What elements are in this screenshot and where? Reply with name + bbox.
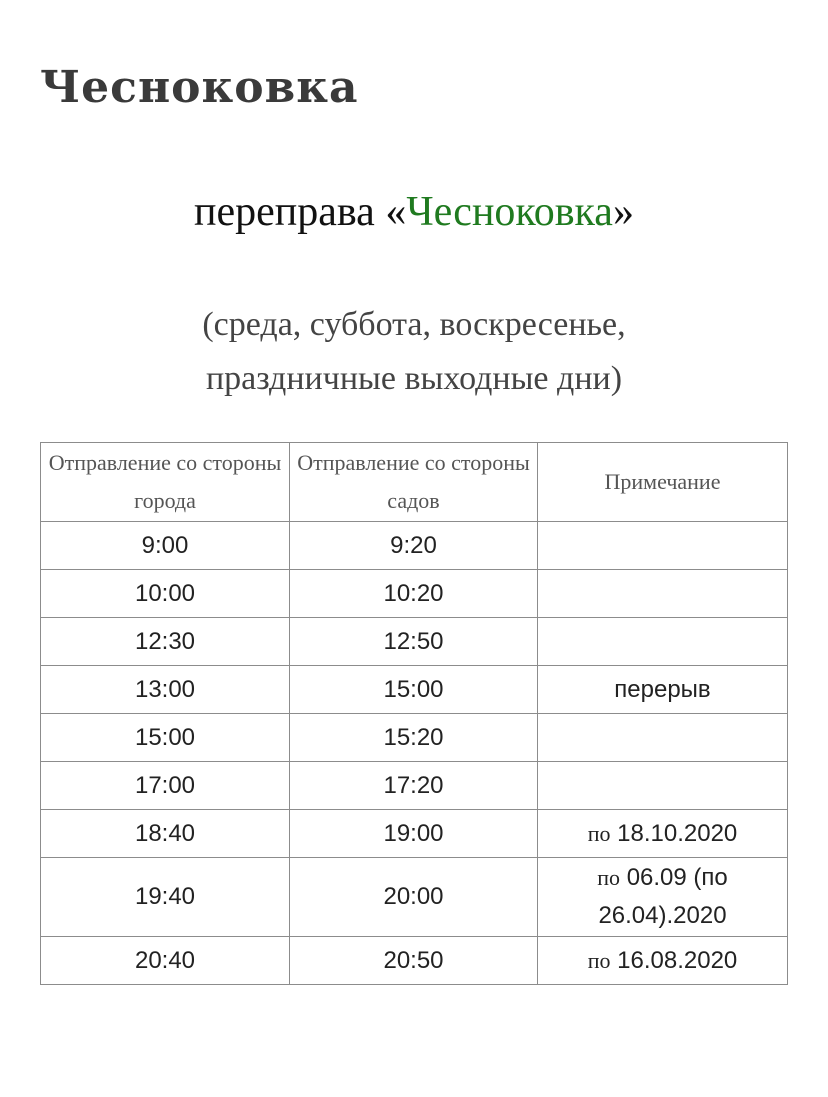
city-departure-cell: 13:00 bbox=[41, 666, 290, 714]
table-row bbox=[41, 522, 788, 570]
note-cell bbox=[538, 714, 788, 762]
note-prefix: по bbox=[587, 947, 611, 973]
city-departure-cell: 18:40 bbox=[41, 810, 290, 858]
city-departure-cell: 17:00 bbox=[41, 762, 290, 810]
city-departure-cell: 12:30 bbox=[41, 618, 290, 666]
note-cell bbox=[538, 858, 788, 937]
table-row bbox=[41, 858, 788, 937]
note-prefix: по bbox=[597, 865, 621, 890]
note-prefix: по bbox=[587, 820, 611, 846]
note-cell bbox=[538, 810, 788, 858]
gardens-departure-cell: 12:50 bbox=[290, 618, 538, 666]
gardens-departure-cell: 20:00 bbox=[290, 858, 538, 937]
days-line-1: (среда, суббота, воскресенье, bbox=[202, 306, 626, 343]
page-title: Чесноковка bbox=[40, 62, 359, 113]
gardens-departure-cell: 10:20 bbox=[290, 570, 538, 618]
note-cell: перерыв bbox=[538, 666, 788, 714]
city-departure-cell: 9:00 bbox=[41, 522, 290, 570]
city-departure-cell: 20:40 bbox=[41, 937, 290, 985]
gardens-departure-cell: 19:00 bbox=[290, 810, 538, 858]
table-row bbox=[41, 762, 788, 810]
crossing-subtitle bbox=[0, 188, 828, 236]
note-cell bbox=[538, 570, 788, 618]
table-row bbox=[41, 937, 788, 985]
gardens-departure-cell: 20:50 bbox=[290, 937, 538, 985]
gardens-departure-cell: 9:20 bbox=[290, 522, 538, 570]
note-cell bbox=[538, 522, 788, 570]
header-gardens-departure: Отправление со стороны садов bbox=[290, 443, 538, 522]
header-city-departure: Отправление со стороны города bbox=[41, 443, 290, 522]
table-row bbox=[41, 618, 788, 666]
gardens-departure-cell: 15:00 bbox=[290, 666, 538, 714]
days-line-2: праздничные выходные дни) bbox=[205, 360, 623, 397]
gardens-departure-cell: 17:20 bbox=[290, 762, 538, 810]
table-row bbox=[41, 570, 788, 618]
city-departure-cell: 19:40 bbox=[41, 858, 290, 937]
city-departure-cell: 10:00 bbox=[41, 570, 290, 618]
note-date: 06.09 bbox=[626, 864, 687, 891]
note-date: 16.08.2020 bbox=[617, 946, 738, 974]
note-cell bbox=[538, 762, 788, 810]
city-departure-cell: 15:00 bbox=[41, 714, 290, 762]
ferry-schedule-table bbox=[40, 442, 788, 985]
subtitle-suffix: » bbox=[612, 189, 634, 235]
note-date: 18.10.2020 bbox=[617, 819, 738, 847]
note-mid: (по bbox=[693, 864, 728, 891]
subtitle-accent: Чесноковка bbox=[406, 189, 613, 235]
gardens-departure-cell: 15:20 bbox=[290, 714, 538, 762]
table-header-row bbox=[41, 443, 788, 522]
table-row bbox=[41, 714, 788, 762]
note-cell bbox=[538, 937, 788, 985]
note-cell bbox=[538, 618, 788, 666]
header-note: Примечание bbox=[538, 443, 788, 522]
table-row bbox=[41, 810, 788, 858]
note-date-2: 26.04).2020 bbox=[598, 902, 727, 929]
table-row bbox=[41, 666, 788, 714]
subtitle-prefix: переправа « bbox=[194, 189, 407, 235]
operating-days-note bbox=[0, 298, 828, 406]
